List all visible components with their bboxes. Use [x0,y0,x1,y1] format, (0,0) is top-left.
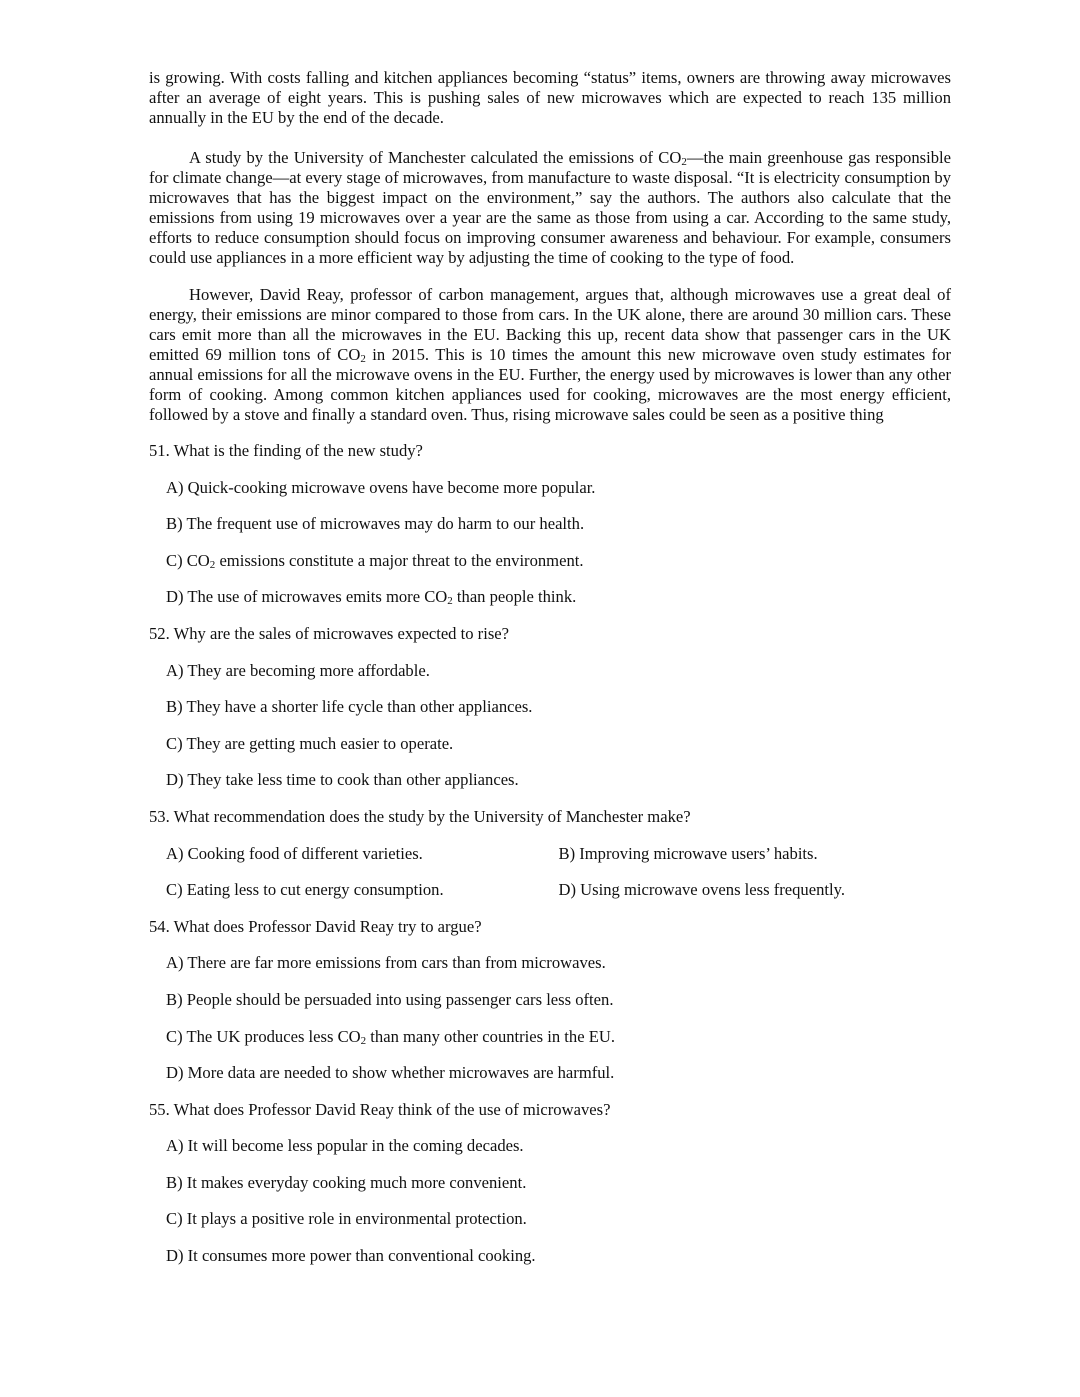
question-stem: 54. What does Professor David Reay try to argue? [149,916,482,936]
option-a[interactable]: A) It will become less popular in the coming decades. [166,1136,524,1156]
option-c[interactable]: C) Eating less to cut energy consumption. [166,880,444,900]
option-b[interactable]: B) People should be persuaded into using passenger cars less often. [166,989,614,1009]
option-a[interactable]: A) They are becoming more affordable. [166,660,430,680]
option-b[interactable]: B) They have a shorter life cycle than other appliances. [166,697,533,717]
option-c[interactable]: C) The UK produces less $CO_2$ than many other countries in the EU. [166,1026,615,1047]
option-a[interactable]: A) There are far more emissions from cars than from microwaves. [166,953,606,973]
option-d[interactable]: D) More data are needed to show whether microwaves are harmful. [166,1063,615,1083]
question-stem: 53. What recommendation does the study by the University of Manchester make? [149,806,691,826]
option-d[interactable]: D) It consumes more power than conventional cooking. [166,1246,536,1266]
question-52 [149,624,951,807]
option-b[interactable]: B) It makes everyday cooking much more convenient. [166,1172,527,1192]
passage-paragraph-2: A study by the University of Manchester calculated the emissions of $CO_2—the$ main greenhouse gas responsible for climate change—at every stage of microwaves, from manufacture to waste disposal. “It is electricity consumption by microwaves that has the biggest impact on the environment,” say the authors. The authors also calculate that the emissions from using 19 microwaves over a year are the same as those from using a car. According to the same study, efforts to reduce consumption should focus on improving consumer awareness and behaviour. For example, consumers could use appliances in a more efficient way by adjusting the time of cooking to the type of food. [149,148,951,267]
option-d[interactable]: D) The use of microwaves emits more $CO_2$ than people think. [166,587,577,608]
question-54 [149,917,951,1100]
passage-paragraph-1: is growing. With costs falling and kitchen appliances becoming “status” items, owners are throwing away microwaves after an average of eight years. This is pushing sales of new microwaves which are expected to reach 135 million annually in the EU by the end of the decade. [149,68,951,127]
question-53 [149,807,951,917]
option-b[interactable]: B) Improving microwave users’ habits. [558,843,818,863]
option-a[interactable]: A) Quick-cooking microwave ovens have become more popular. [166,477,596,497]
option-row [166,844,951,881]
question-51 [149,441,951,624]
question-stem: 52. Why are the sales of microwaves expected to rise? [149,623,510,643]
option-b[interactable]: B) The frequent use of microwaves may do harm to our health. [166,514,585,534]
option-a[interactable]: A) Cooking food of different varieties. [166,843,423,863]
option-c[interactable]: C) It plays a positive role in environmental protection. [166,1209,527,1229]
document-page [149,68,951,1283]
option-d[interactable]: D) Using microwave ovens less frequently. [558,880,845,900]
question-55 [149,1100,951,1283]
option-c[interactable]: C) $CO_2$ emissions constitute a major threat to the environment. [166,550,584,571]
question-stem: 51. What is the finding of the new study? [149,441,423,460]
option-c[interactable]: C) They are getting much easier to operate. [166,733,454,753]
option-row [166,880,951,917]
passage-paragraph-3: However, David Reay, professor of carbon management, argues that, although microwaves use a great deal of energy, their emissions are minor compared to those from cars. In the UK alone, there are around 30 million cars. These cars emit more than all the microwaves in the EU. Backing this up, recent data show that passenger cars in the UK emitted 69 million tons of $CO_2$ in 2015. This is 10 times the amount this new microwave oven study estimates for annual emissions for all the microwave ovens in the EU. Further, the energy used by microwaves is lower than any other form of cooking. Among common kitchen appliances used for cooking, microwaves are the most energy efficient, followed by a stove and finally a standard oven. Thus, rising microwave sales could be seen as a positive thing [149,285,951,424]
option-d[interactable]: D) They take less time to cook than other appliances. [166,770,519,790]
question-stem: 55. What does Professor David Reay think of the use of microwaves? [149,1099,611,1119]
